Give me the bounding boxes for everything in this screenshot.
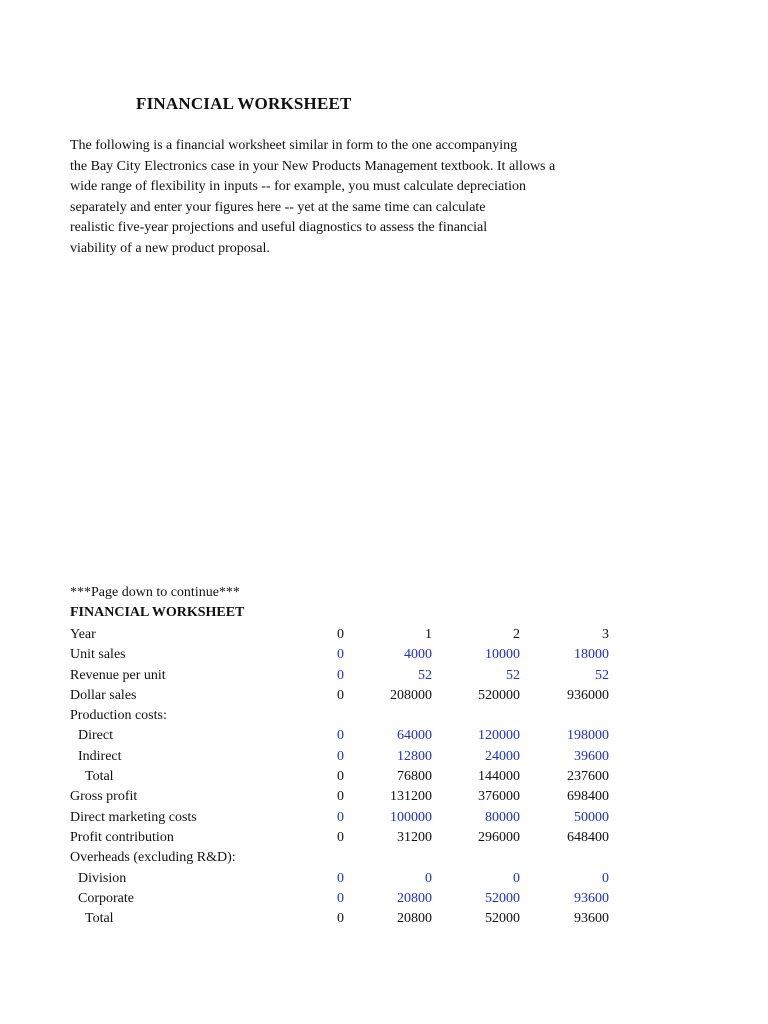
page-title: FINANCIAL WORKSHEET	[136, 94, 352, 113]
row-label: Direct	[78, 728, 113, 744]
cell-profit-contribution-1[interactable]: 31200	[397, 829, 432, 845]
row-label: Gross profit	[70, 789, 138, 805]
intro-line: separately and enter your figures here -- yet at the same time can calculate	[70, 199, 486, 215]
row-label: Revenue per unit	[70, 667, 166, 683]
worksheet-title: FINANCIAL WORKSHEET	[70, 605, 245, 620]
cell-unit-sales-2[interactable]: 10000	[485, 647, 520, 663]
cell-production-total-2[interactable]: 144000	[478, 769, 520, 785]
cell-indirect-3[interactable]: 39600	[574, 748, 609, 764]
cell-gross-profit-3[interactable]: 698400	[567, 789, 609, 805]
intro-paragraph	[70, 136, 670, 259]
cell-indirect-0[interactable]: 0	[337, 748, 344, 764]
cell-direct-marketing-3[interactable]: 50000	[574, 809, 609, 825]
cell-indirect-1[interactable]: 12800	[397, 748, 432, 764]
table-row-production-total	[70, 767, 630, 787]
cell-direct-marketing-2[interactable]: 80000	[485, 809, 520, 825]
intro-line: viability of a new product proposal.	[70, 240, 270, 256]
cell-revenue-per-unit-0[interactable]: 0	[337, 667, 344, 683]
cell-production-total-1[interactable]: 76800	[397, 769, 432, 785]
cell-profit-contribution-3[interactable]: 648400	[567, 829, 609, 845]
cell-dollar-sales-0[interactable]: 0	[337, 687, 344, 703]
table-row-corporate	[70, 889, 630, 909]
cell-division-2[interactable]: 0	[513, 870, 520, 886]
row-label: Total	[85, 769, 114, 785]
table-row-direct-marketing-costs	[70, 808, 630, 828]
cell-year-0[interactable]: 0	[337, 627, 344, 642]
cell-division-3[interactable]: 0	[602, 870, 609, 886]
cell-unit-sales-3[interactable]: 18000	[574, 647, 609, 663]
table-row-unit-sales	[70, 645, 630, 665]
cell-corporate-1[interactable]: 20800	[397, 890, 432, 906]
cell-dollar-sales-3[interactable]: 936000	[567, 687, 609, 703]
cell-direct-0[interactable]: 0	[337, 728, 344, 744]
intro-line: the Bay City Electronics case in your New Products Management textbook. It allows a	[70, 158, 556, 174]
table-row-profit-contribution	[70, 828, 630, 848]
cell-production-total-3[interactable]: 237600	[567, 769, 609, 785]
table-row-year	[70, 625, 630, 645]
row-label: Year	[70, 627, 96, 642]
row-label: Total	[85, 911, 114, 927]
table-row-division	[70, 869, 630, 889]
row-label: Dollar sales	[70, 687, 137, 703]
cell-profit-contribution-0[interactable]: 0	[337, 829, 344, 845]
table-row-dollar-sales	[70, 686, 630, 706]
row-label: Profit contribution	[70, 829, 174, 845]
cell-corporate-3[interactable]: 93600	[574, 890, 609, 906]
cell-corporate-2[interactable]: 52000	[485, 890, 520, 906]
intro-line: realistic five-year projections and useful diagnostics to assess the financial	[70, 220, 488, 235]
row-label: Production costs:	[70, 708, 167, 724]
cell-overheads-total-2[interactable]: 52000	[485, 911, 520, 927]
row-label: Overheads (excluding R&D):	[70, 850, 236, 866]
cell-unit-sales-0[interactable]: 0	[337, 647, 344, 663]
intro-line: wide range of flexibility in inputs -- for example, you must calculate depreciation	[70, 179, 527, 194]
cell-division-0[interactable]: 0	[337, 870, 344, 886]
row-label: Unit sales	[70, 647, 126, 663]
cell-direct-marketing-0[interactable]: 0	[337, 809, 344, 825]
row-label: Indirect	[78, 748, 122, 764]
row-label: Corporate	[78, 890, 134, 906]
cell-year-1[interactable]: 1	[425, 627, 432, 642]
table-row-revenue-per-unit	[70, 666, 630, 686]
cell-direct-marketing-1[interactable]: 100000	[390, 809, 432, 825]
cell-dollar-sales-2[interactable]: 520000	[478, 687, 520, 703]
row-label: Division	[78, 870, 127, 886]
cell-indirect-2[interactable]: 24000	[485, 748, 520, 764]
cell-gross-profit-0[interactable]: 0	[337, 789, 344, 805]
page-down-note: ***Page down to continue***	[70, 585, 240, 600]
cell-unit-sales-1[interactable]: 4000	[404, 647, 432, 663]
table-row-gross-profit	[70, 787, 630, 807]
cell-dollar-sales-1[interactable]: 208000	[390, 687, 432, 703]
table-row-production-costs-header	[70, 706, 630, 726]
cell-corporate-0[interactable]: 0	[337, 890, 344, 906]
cell-overheads-total-1[interactable]: 20800	[397, 911, 432, 927]
financial-worksheet-table	[70, 625, 630, 929]
cell-revenue-per-unit-2[interactable]: 52	[506, 667, 520, 683]
table-row-overheads-header	[70, 848, 630, 868]
cell-profit-contribution-2[interactable]: 296000	[478, 829, 520, 845]
cell-direct-3[interactable]: 198000	[567, 728, 609, 744]
cell-direct-2[interactable]: 120000	[478, 728, 520, 744]
cell-revenue-per-unit-3[interactable]: 52	[595, 667, 609, 683]
cell-revenue-per-unit-1[interactable]: 52	[418, 667, 432, 683]
cell-year-2[interactable]: 2	[513, 627, 520, 642]
cell-overheads-total-0[interactable]: 0	[337, 911, 344, 927]
cell-production-total-0[interactable]: 0	[337, 769, 344, 785]
intro-line: The following is a financial worksheet similar in form to the one accompanying	[70, 138, 518, 153]
cell-year-3[interactable]: 3	[602, 627, 609, 642]
cell-gross-profit-2[interactable]: 376000	[478, 789, 520, 805]
cell-gross-profit-1[interactable]: 131200	[390, 789, 432, 805]
table-row-indirect	[70, 747, 630, 767]
table-row-direct	[70, 726, 630, 746]
cell-direct-1[interactable]: 64000	[397, 728, 432, 744]
cell-division-1[interactable]: 0	[425, 870, 432, 886]
row-label: Direct marketing costs	[70, 809, 197, 825]
cell-overheads-total-3[interactable]: 93600	[574, 911, 609, 927]
table-row-overheads-total	[70, 909, 630, 929]
